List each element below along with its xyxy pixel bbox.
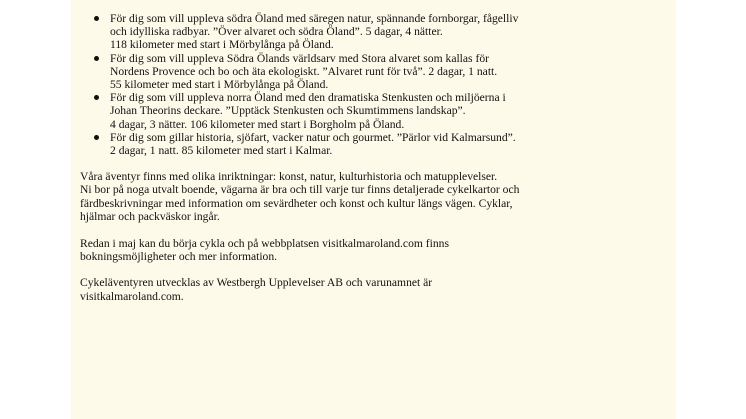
list-item-text: För dig som vill uppleva Södra Ölands världsarv med Stora alvaret som kallas för Nordens Provence och bo och äta ekologiskt. ”Alvaret runt för två”. 2 dagar, 1 natt. 55 kilometer med start i Mörbylånga på Öland. <box>110 51 498 92</box>
bullet-icon <box>94 16 99 21</box>
list-item <box>80 12 672 52</box>
document-page <box>71 0 676 419</box>
list-item <box>80 131 672 157</box>
bullet-icon <box>94 135 99 140</box>
list-item-text: För dig som gillar historia, sjöfart, vacker natur och gourmet. ”Pärlor vid Kalmarsund”. 2 dagar, 1 natt. 85 kilometer med start i Kalmar. <box>110 130 516 158</box>
list-item-text: För dig som vill uppleva södra Öland med säregen natur, spännande fornborgar, fågelliv och idylliska radbyar. ”Över alvaret och södra Öland”. 5 dagar, 4 nätter. 118 kilometer med start i Mörbylånga på Öland. <box>110 12 519 52</box>
bullet-icon <box>94 95 99 100</box>
list-item <box>80 52 672 92</box>
paragraph-booking: Redan i maj kan du börja cykla och på webbplatsen visitkalmaroland.com finns bokningsmöjligheter och mer information. <box>80 236 449 263</box>
tour-list <box>80 12 672 157</box>
article-body <box>80 12 672 303</box>
bullet-icon <box>94 56 99 61</box>
paragraph-adventures: Våra äventyr finns med olika inriktningar: konst, natur, kulturhistoria och matupplevelser. Ni bor på noga utvalt boende, vägarna är bra och till varje tur finns detaljerade cykelkartor och färdbeskrivningar med information om sevärdheter och konst och kultur längs vägen. Cyklar, hjälmar och packväskor ingår. <box>80 170 520 223</box>
list-item-text: För dig som vill uppleva norra Öland med den dramatiska Stenkusten och miljöerna i Johan Theorins deckare. ”Upptäck Stenkusten och Skumtimmens landskap”. 4 dagar, 3 nätter. 106 kilometer med start i Borgholm på Öland. <box>110 91 506 131</box>
paragraph-organizer: Cykeläventyren utvecklas av Westbergh Upplevelser AB och varunamnet är visitkalmaroland.com. <box>80 276 433 303</box>
list-item <box>80 91 672 131</box>
